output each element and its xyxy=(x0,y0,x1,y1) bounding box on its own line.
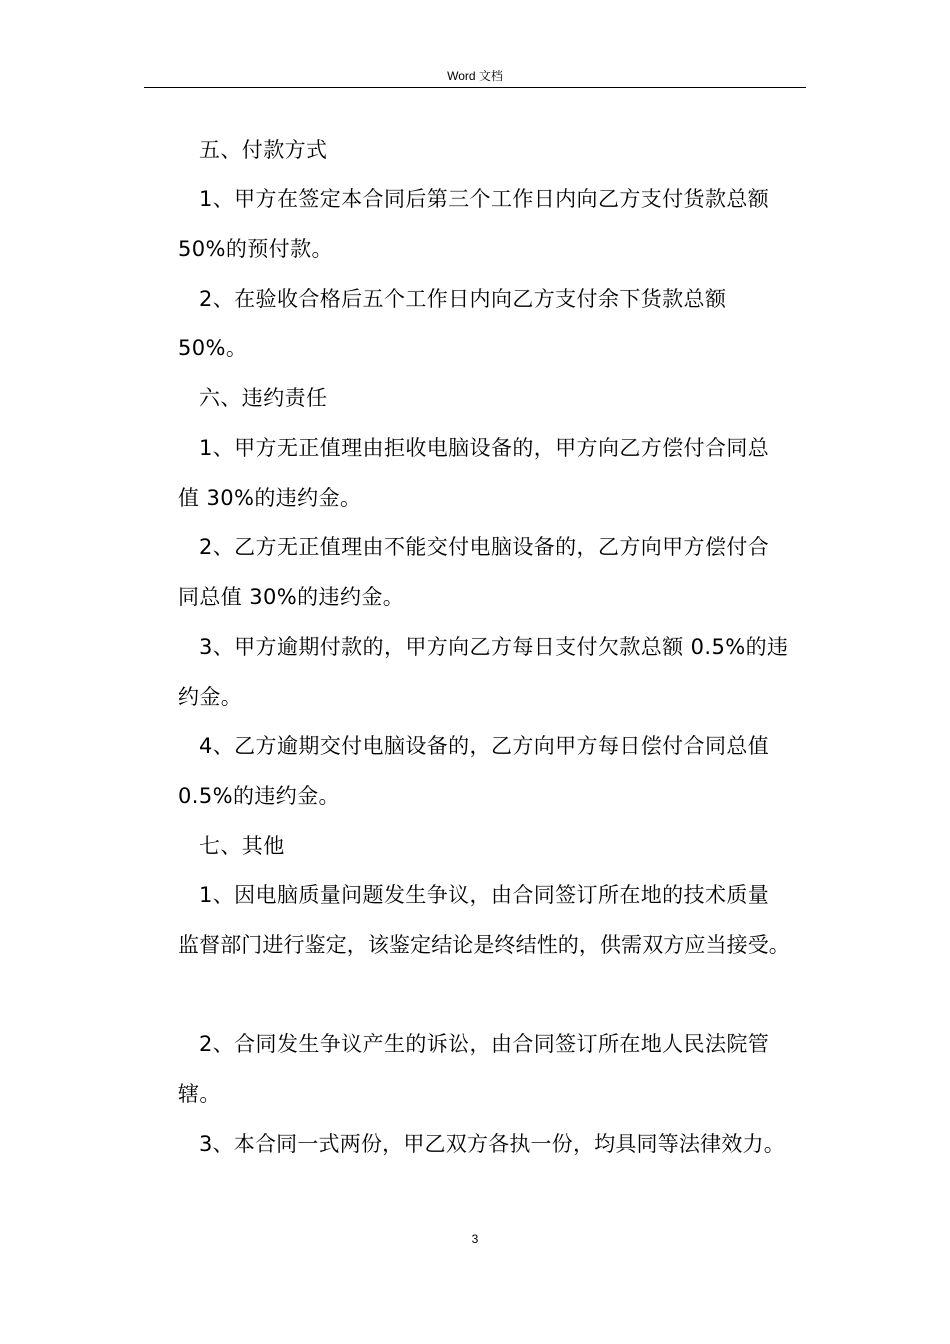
text-line-continued: 同总值 30%的违约金。 xyxy=(178,585,405,609)
text-line-continued: 监督部门进行鉴定，该鉴定结论是终结性的，供需双方应当接受。 xyxy=(178,933,790,957)
text-line-first: 2、在验收合格后五个工作日内向乙方支付余下货款总额 xyxy=(199,287,727,311)
text-line-continued: 0.5%的违约金。 xyxy=(178,784,340,808)
text-line-first: 1、甲方无正值理由拒收电脑设备的，甲方向乙方偿付合同总 xyxy=(199,436,770,460)
heading-line: 五、付款方式 xyxy=(199,138,328,162)
text-line-continued: 50%的预付款。 xyxy=(178,237,333,261)
heading-line: 七、其他 xyxy=(199,834,285,858)
text-line-continued: 值 30%的违约金。 xyxy=(178,486,362,510)
text-line-first: 3、甲方逾期付款的，甲方向乙方每日支付欠款总额 0.5%的违 xyxy=(199,635,789,659)
header-divider xyxy=(144,87,806,88)
text-line-first: 4、乙方逾期交付电脑设备的，乙方向甲方每日偿付合同总值 xyxy=(199,734,770,758)
text-line-first: 2、乙方无正值理由不能交付电脑设备的，乙方向甲方偿付合 xyxy=(199,535,770,559)
text-line-first: 1、甲方在签定本合同后第三个工作日内向乙方支付货款总额 xyxy=(199,187,770,211)
text-line-continued: 辖。 xyxy=(178,1082,221,1106)
text-line-continued: 50%。 xyxy=(178,336,248,360)
page-number: 3 xyxy=(471,1232,479,1246)
header-title: Word 文档 xyxy=(447,69,503,83)
text-line-continued: 约金。 xyxy=(178,685,243,709)
text-line-first: 3、本合同一式两份，甲乙双方各执一份，均具同等法律效力。 xyxy=(199,1132,785,1156)
text-line-first: 2、合同发生争议产生的诉讼，由合同签订所在地人民法院管 xyxy=(199,1032,770,1056)
heading-line: 六、违约责任 xyxy=(199,386,328,410)
text-line-first: 1、因电脑质量问题发生争议，由合同签订所在地的技术质量 xyxy=(199,883,770,907)
